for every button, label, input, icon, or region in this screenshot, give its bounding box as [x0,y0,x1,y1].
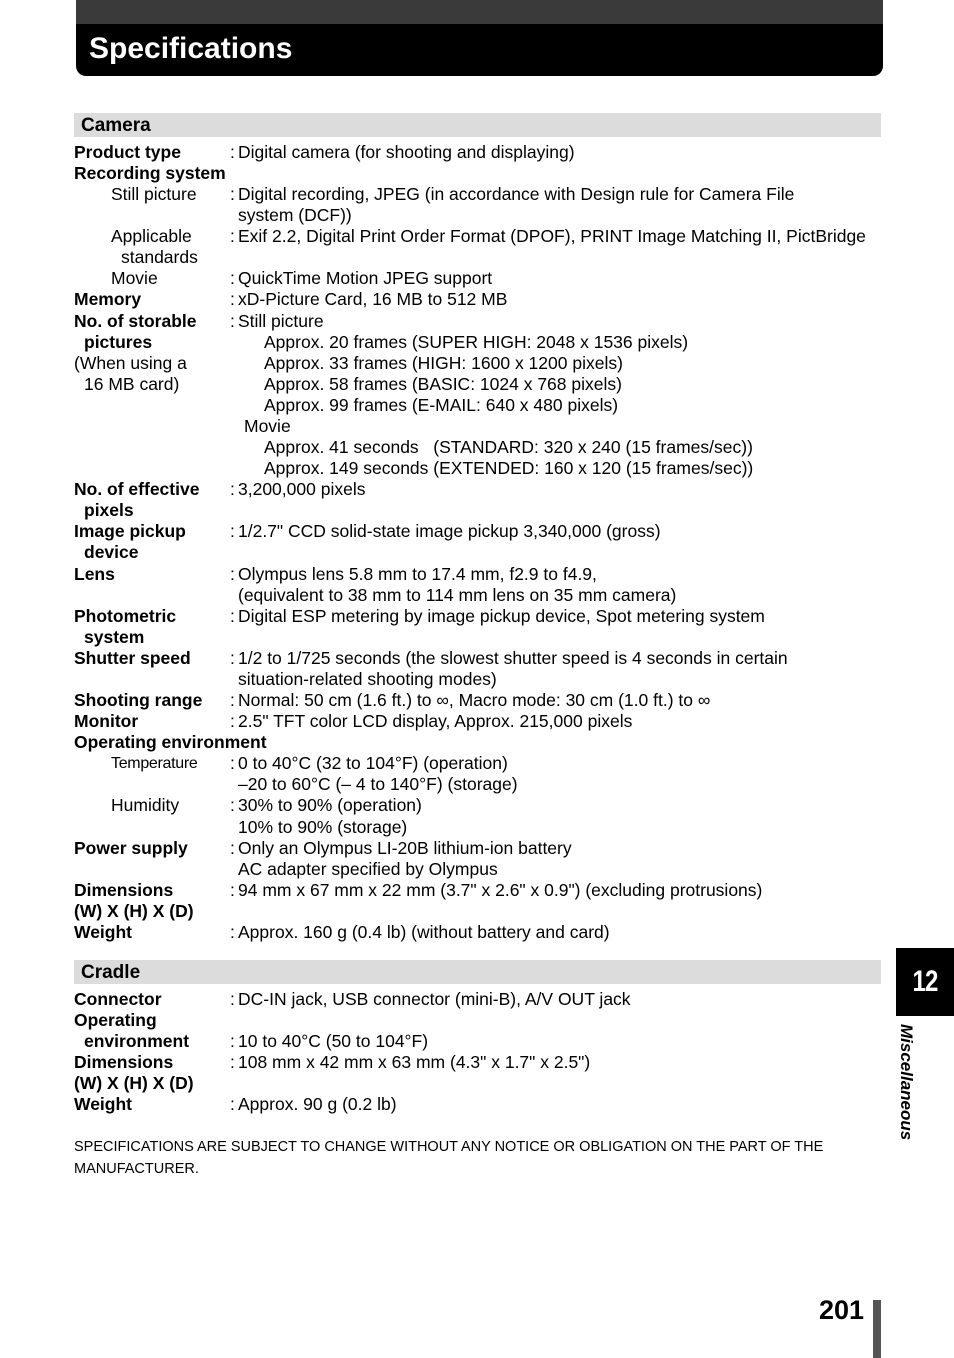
spec-label: Shooting range [74,690,203,710]
spec-row-power-cont [0,859,954,880]
spec-colon: : [230,1031,235,1051]
spec-row-temperature [0,753,954,774]
spec-row-storable-2 [0,353,954,374]
spec-row-humidity [0,795,954,816]
spec-row-dimensions [0,880,954,901]
spec-value: QuickTime Motion JPEG support [238,268,493,288]
spec-value: Movie [244,416,291,436]
spec-row-storable-6 [0,458,954,479]
spec-label: Recording system [74,163,226,183]
spec-row-still-picture-cont [0,205,954,226]
spec-label: Connector [74,989,162,1009]
spec-value: system (DCF)) [238,205,352,225]
spec-value: Approx. 58 frames (BASIC: 1024 x 768 pixels) [264,374,622,394]
spec-colon: : [230,838,235,858]
spec-value: 0 to 40°C (32 to 104°F) (operation) [238,753,508,773]
spec-row-storable-1 [0,332,954,353]
chapter-label-wrap [896,1024,916,1170]
spec-label: Humidity [111,795,180,815]
spec-row-shutter-cont [0,669,954,690]
spec-row-temperature-cont [0,774,954,795]
spec-colon: : [230,564,235,584]
spec-row-lens-cont [0,585,954,606]
spec-label: pixels [84,500,134,520]
spec-row-storable-5 [0,437,954,458]
spec-colon: : [230,268,235,288]
spec-value: Olympus lens 5.8 mm to 17.4 mm, f2.9 to f4.9, [238,564,597,584]
spec-colon: : [230,311,235,331]
spec-value: Approx. 41 seconds (STANDARD: 320 x 240 (15 frames/sec)) [264,437,753,457]
chapter-label: Miscellaneous [897,1024,916,1141]
spec-row-image-pickup-cont [0,542,954,563]
spec-value: 94 mm x 67 mm x 22 mm (3.7" x 2.6" x 0.9") (excluding protrusions) [238,880,763,900]
spec-label: Memory [74,289,142,309]
spec-row-cradle-operating [0,1010,954,1031]
spec-value: 30% to 90% (operation) [238,795,422,815]
spec-value: Approx. 99 frames (E-MAIL: 640 x 480 pixels) [264,395,619,415]
spec-row-humidity-cont [0,817,954,838]
spec-value: Approx. 149 seconds (EXTENDED: 160 x 120 (15 frames/sec)) [264,458,754,478]
spec-row-product-type [0,142,954,163]
spec-label: Dimensions [74,880,174,900]
spec-colon: : [230,142,235,162]
spec-row-applicable [0,226,954,247]
spec-row-effective-pixels [0,479,954,500]
spec-colon: : [230,521,235,541]
spec-value: Only an Olympus LI-20B lithium-ion battery [238,838,572,858]
spec-label: Power supply [74,838,188,858]
spec-colon: : [230,711,235,731]
spec-row-cradle-dimensions-cont [0,1073,954,1094]
spec-label: (W) X (H) X (D) [74,1073,194,1093]
spec-label: Monitor [74,711,139,731]
spec-colon: : [230,606,235,626]
spec-row-storable-movie [0,416,954,437]
spec-label: No. of effective [74,479,200,499]
spec-row-memory [0,289,954,310]
spec-label: Shutter speed [74,648,191,668]
spec-row-storable-3 [0,374,954,395]
camera-section-header [74,113,881,137]
spec-value: Still picture [238,311,324,331]
spec-value: Approx. 160 g (0.4 lb) (without battery and card) [238,922,610,942]
spec-row-cradle-operating-cont [0,1031,954,1052]
spec-label: Applicable [111,226,192,246]
spec-label: Lens [74,564,115,584]
page-number: 201 [818,1295,864,1325]
spec-row-image-pickup [0,521,954,542]
spec-row-dimensions-cont [0,901,954,922]
page-title: Specifications [89,32,293,65]
chapter-number: 12 [912,965,938,998]
title-bar [76,0,883,76]
spec-colon: : [230,184,235,204]
spec-value: 2.5" TFT color LCD display, Approx. 215,000 pixels [238,711,633,731]
spec-colon: : [230,226,235,246]
spec-value: Approx. 90 g (0.2 lb) [238,1094,397,1114]
cradle-heading: Cradle [81,962,141,983]
spec-colon: : [230,922,235,942]
page-number-bar [873,1300,881,1358]
spec-colon: : [230,479,235,499]
spec-label: Dimensions [74,1052,174,1072]
spec-label: Operating [74,1010,157,1030]
spec-value: 1/2 to 1/725 seconds (the slowest shutter speed is 4 seconds in certain [238,648,788,668]
spec-value: (equivalent to 38 mm to 114 mm lens on 35 mm camera) [238,585,677,605]
spec-colon: : [230,989,235,1009]
spec-value: 1/2.7" CCD solid-state image pickup 3,340,000 (gross) [238,521,661,541]
spec-row-weight [0,922,954,943]
spec-label: 16 MB card) [84,374,180,394]
spec-row-cradle-dimensions [0,1052,954,1073]
spec-value: Digital recording, JPEG (in accordance with Design rule for Camera File [238,184,795,204]
spec-colon: : [230,690,235,710]
spec-value: Digital ESP metering by image pickup device, Spot metering system [238,606,765,626]
spec-label: Product type [74,142,181,162]
spec-colon: : [230,289,235,309]
spec-row-lens [0,564,954,585]
spec-label: standards [121,247,198,267]
spec-row-photometric-cont [0,627,954,648]
spec-row-storable-4 [0,395,954,416]
spec-value: AC adapter specified by Olympus [238,859,498,879]
spec-colon: : [230,1052,235,1072]
spec-value: –20 to 60°C (– 4 to 140°F) (storage) [238,774,518,794]
spec-row-applicable-cont [0,247,954,268]
spec-row-still-picture [0,184,954,205]
spec-row-movie [0,268,954,289]
spec-label: Weight [74,1094,133,1114]
spec-colon: : [230,880,235,900]
spec-label: (W) X (H) X (D) [74,901,194,921]
spec-row-monitor [0,711,954,732]
cradle-section-header [74,960,881,984]
spec-row-power [0,838,954,859]
camera-heading: Camera [81,115,151,136]
spec-label: Still picture [111,184,197,204]
spec-label: system [84,627,145,647]
spec-row-connector [0,989,954,1010]
spec-value: Approx. 33 frames (HIGH: 1600 x 1200 pixels) [264,353,623,373]
spec-colon: : [230,1094,235,1114]
spec-value: 10 to 40°C (50 to 104°F) [238,1031,429,1051]
spec-row-recording-system [0,163,954,184]
spec-row-photometric [0,606,954,627]
spec-value: xD-Picture Card, 16 MB to 512 MB [238,289,508,309]
spec-value: 108 mm x 42 mm x 63 mm (4.3" x 1.7" x 2.5") [238,1052,591,1072]
spec-value: 3,200,000 pixels [238,479,366,499]
title-stripe [76,0,883,24]
spec-row-operating-env [0,732,954,753]
spec-colon: : [230,753,235,773]
spec-value: Approx. 20 frames (SUPER HIGH: 2048 x 1536 pixels) [264,332,689,352]
spec-label: Photometric [74,606,177,626]
spec-row-shutter [0,648,954,669]
spec-label: Temperature [111,755,198,772]
spec-value: 10% to 90% (storage) [238,817,408,837]
spec-value: Exif 2.2, Digital Print Order Format (DPOF), PRINT Image Matching II, PictBridge [238,226,866,246]
spec-row-shooting-range [0,690,954,711]
spec-label: environment [84,1031,190,1051]
spec-label: Weight [74,922,133,942]
spec-label: device [84,542,139,562]
spec-label: Movie [111,268,158,288]
spec-row-effective-pixels-cont [0,500,954,521]
spec-row-storable [0,311,954,332]
spec-value: situation-related shooting modes) [238,669,497,689]
spec-label: (When using a [74,353,187,373]
spec-label: No. of storable [74,311,197,331]
spec-value: DC-IN jack, USB connector (mini-B), A/V OUT jack [238,989,631,1009]
spec-label: Operating environment [74,732,267,752]
disclaimer-note: SPECIFICATIONS ARE SUBJECT TO CHANGE WITHOUT ANY NOTICE OR OBLIGATION ON THE PART OF THE MANUFACTURER. [74,1139,824,1177]
spec-colon: : [230,648,235,668]
spec-label: pictures [84,332,153,352]
spec-label: Image pickup [74,521,186,541]
spec-colon: : [230,795,235,815]
spec-value: Digital camera (for shooting and displaying) [238,142,575,162]
spec-value: Normal: 50 cm (1.6 ft.) to ∞, Macro mode: 30 cm (1.0 ft.) to ∞ [238,690,711,710]
chapter-tab [896,948,954,1016]
spec-row-cradle-weight [0,1094,954,1115]
